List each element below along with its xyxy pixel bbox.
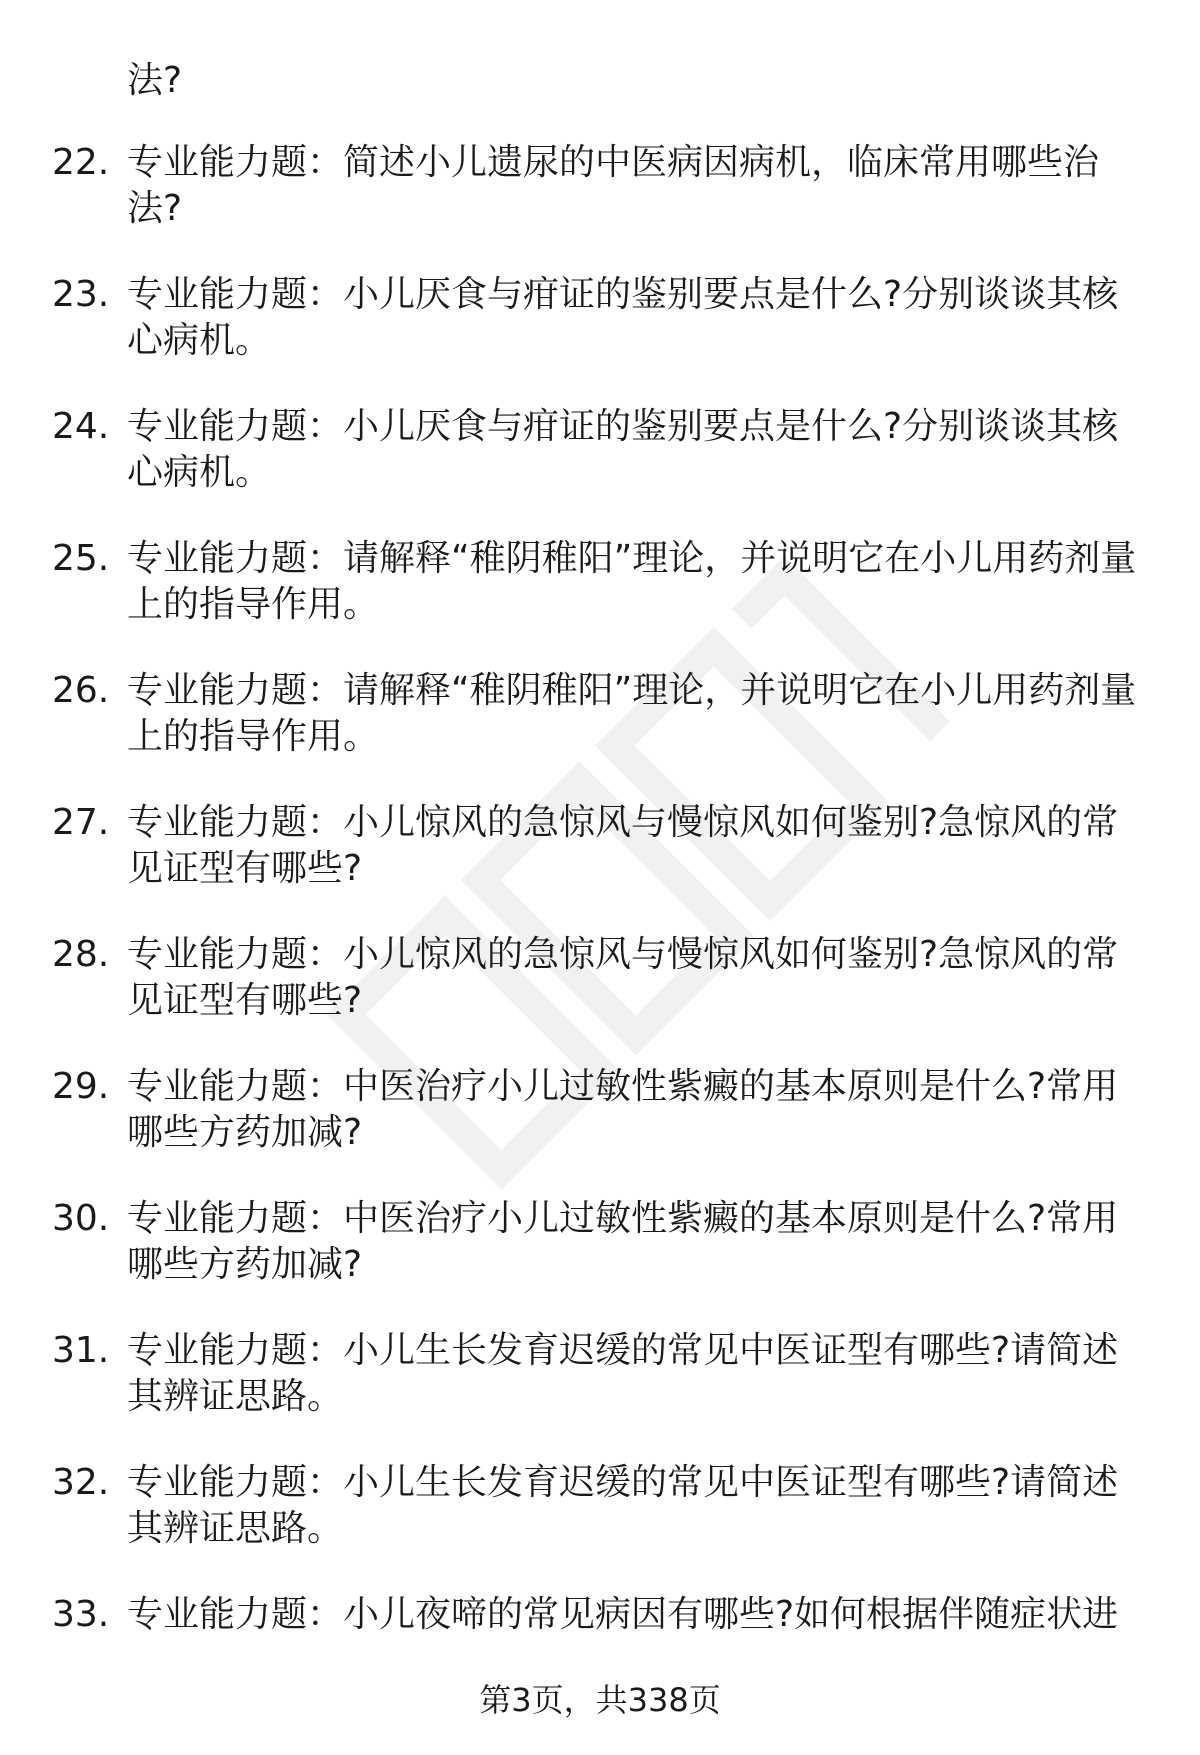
question-number: 24.: [52, 406, 110, 447]
question-text: 专业能力题：请解释“稚阴稚阳”理论，并说明它在小儿用药剂量上的指导作用。: [127, 670, 1137, 757]
question-text: 专业能力题：请解释“稚阴稚阳”理论，并说明它在小儿用药剂量上的指导作用。: [127, 538, 1137, 625]
question-number: 27.: [52, 802, 110, 843]
question-item: [0, 1328, 1200, 1460]
question-item: [0, 932, 1200, 1064]
question-number: 22.: [52, 142, 110, 183]
question-text: 专业能力题：小儿厌食与疳证的鉴别要点是什么?分别谈谈其核心病机。: [127, 274, 1119, 361]
question-item: [0, 1196, 1200, 1328]
question-item: [0, 536, 1200, 668]
question-text: 专业能力题：小儿惊风的急惊风与慢惊风如何鉴别?急惊风的常见证型有哪些?: [127, 934, 1119, 1021]
question-item: [0, 668, 1200, 800]
continuation-text: 法?: [127, 60, 183, 101]
question-text: 专业能力题：小儿夜啼的常见病因有哪些?如何根据伴随症状进: [127, 1594, 1119, 1635]
question-text: 专业能力题：简述小儿遗尿的中医病因病机，临床常用哪些治法?: [127, 142, 1100, 229]
question-item: [0, 272, 1200, 404]
question-number: 32.: [52, 1462, 110, 1503]
question-number: 25.: [52, 538, 110, 579]
question-item: [0, 140, 1200, 272]
page-footer: 第3页，共338页: [479, 1681, 721, 1719]
question-number: 30.: [52, 1198, 110, 1239]
question-item: [0, 1064, 1200, 1196]
question-number: 23.: [52, 274, 110, 315]
question-text: 专业能力题：小儿生长发育迟缓的常见中医证型有哪些?请简述其辨证思路。: [127, 1330, 1119, 1417]
question-number: 29.: [52, 1066, 110, 1107]
question-text: 专业能力题：中医治疗小儿过敏性紫癜的基本原则是什么?常用哪些方药加减?: [127, 1066, 1119, 1153]
question-item: [0, 404, 1200, 536]
question-number: 28.: [52, 934, 110, 975]
question-text: 专业能力题：小儿厌食与疳证的鉴别要点是什么?分别谈谈其核心病机。: [127, 406, 1119, 493]
question-text: 专业能力题：中医治疗小儿过敏性紫癜的基本原则是什么?常用哪些方药加减?: [127, 1198, 1119, 1285]
question-number: 26.: [52, 670, 110, 711]
question-number: 33.: [52, 1594, 110, 1635]
question-list: [0, 140, 1200, 1724]
question-item: [0, 1460, 1200, 1592]
question-item: [0, 800, 1200, 932]
question-text: 专业能力题：小儿生长发育迟缓的常见中医证型有哪些?请简述其辨证思路。: [127, 1462, 1119, 1549]
question-number: 31.: [52, 1330, 110, 1371]
question-text: 专业能力题：小儿惊风的急惊风与慢惊风如何鉴别?急惊风的常见证型有哪些?: [127, 802, 1119, 889]
